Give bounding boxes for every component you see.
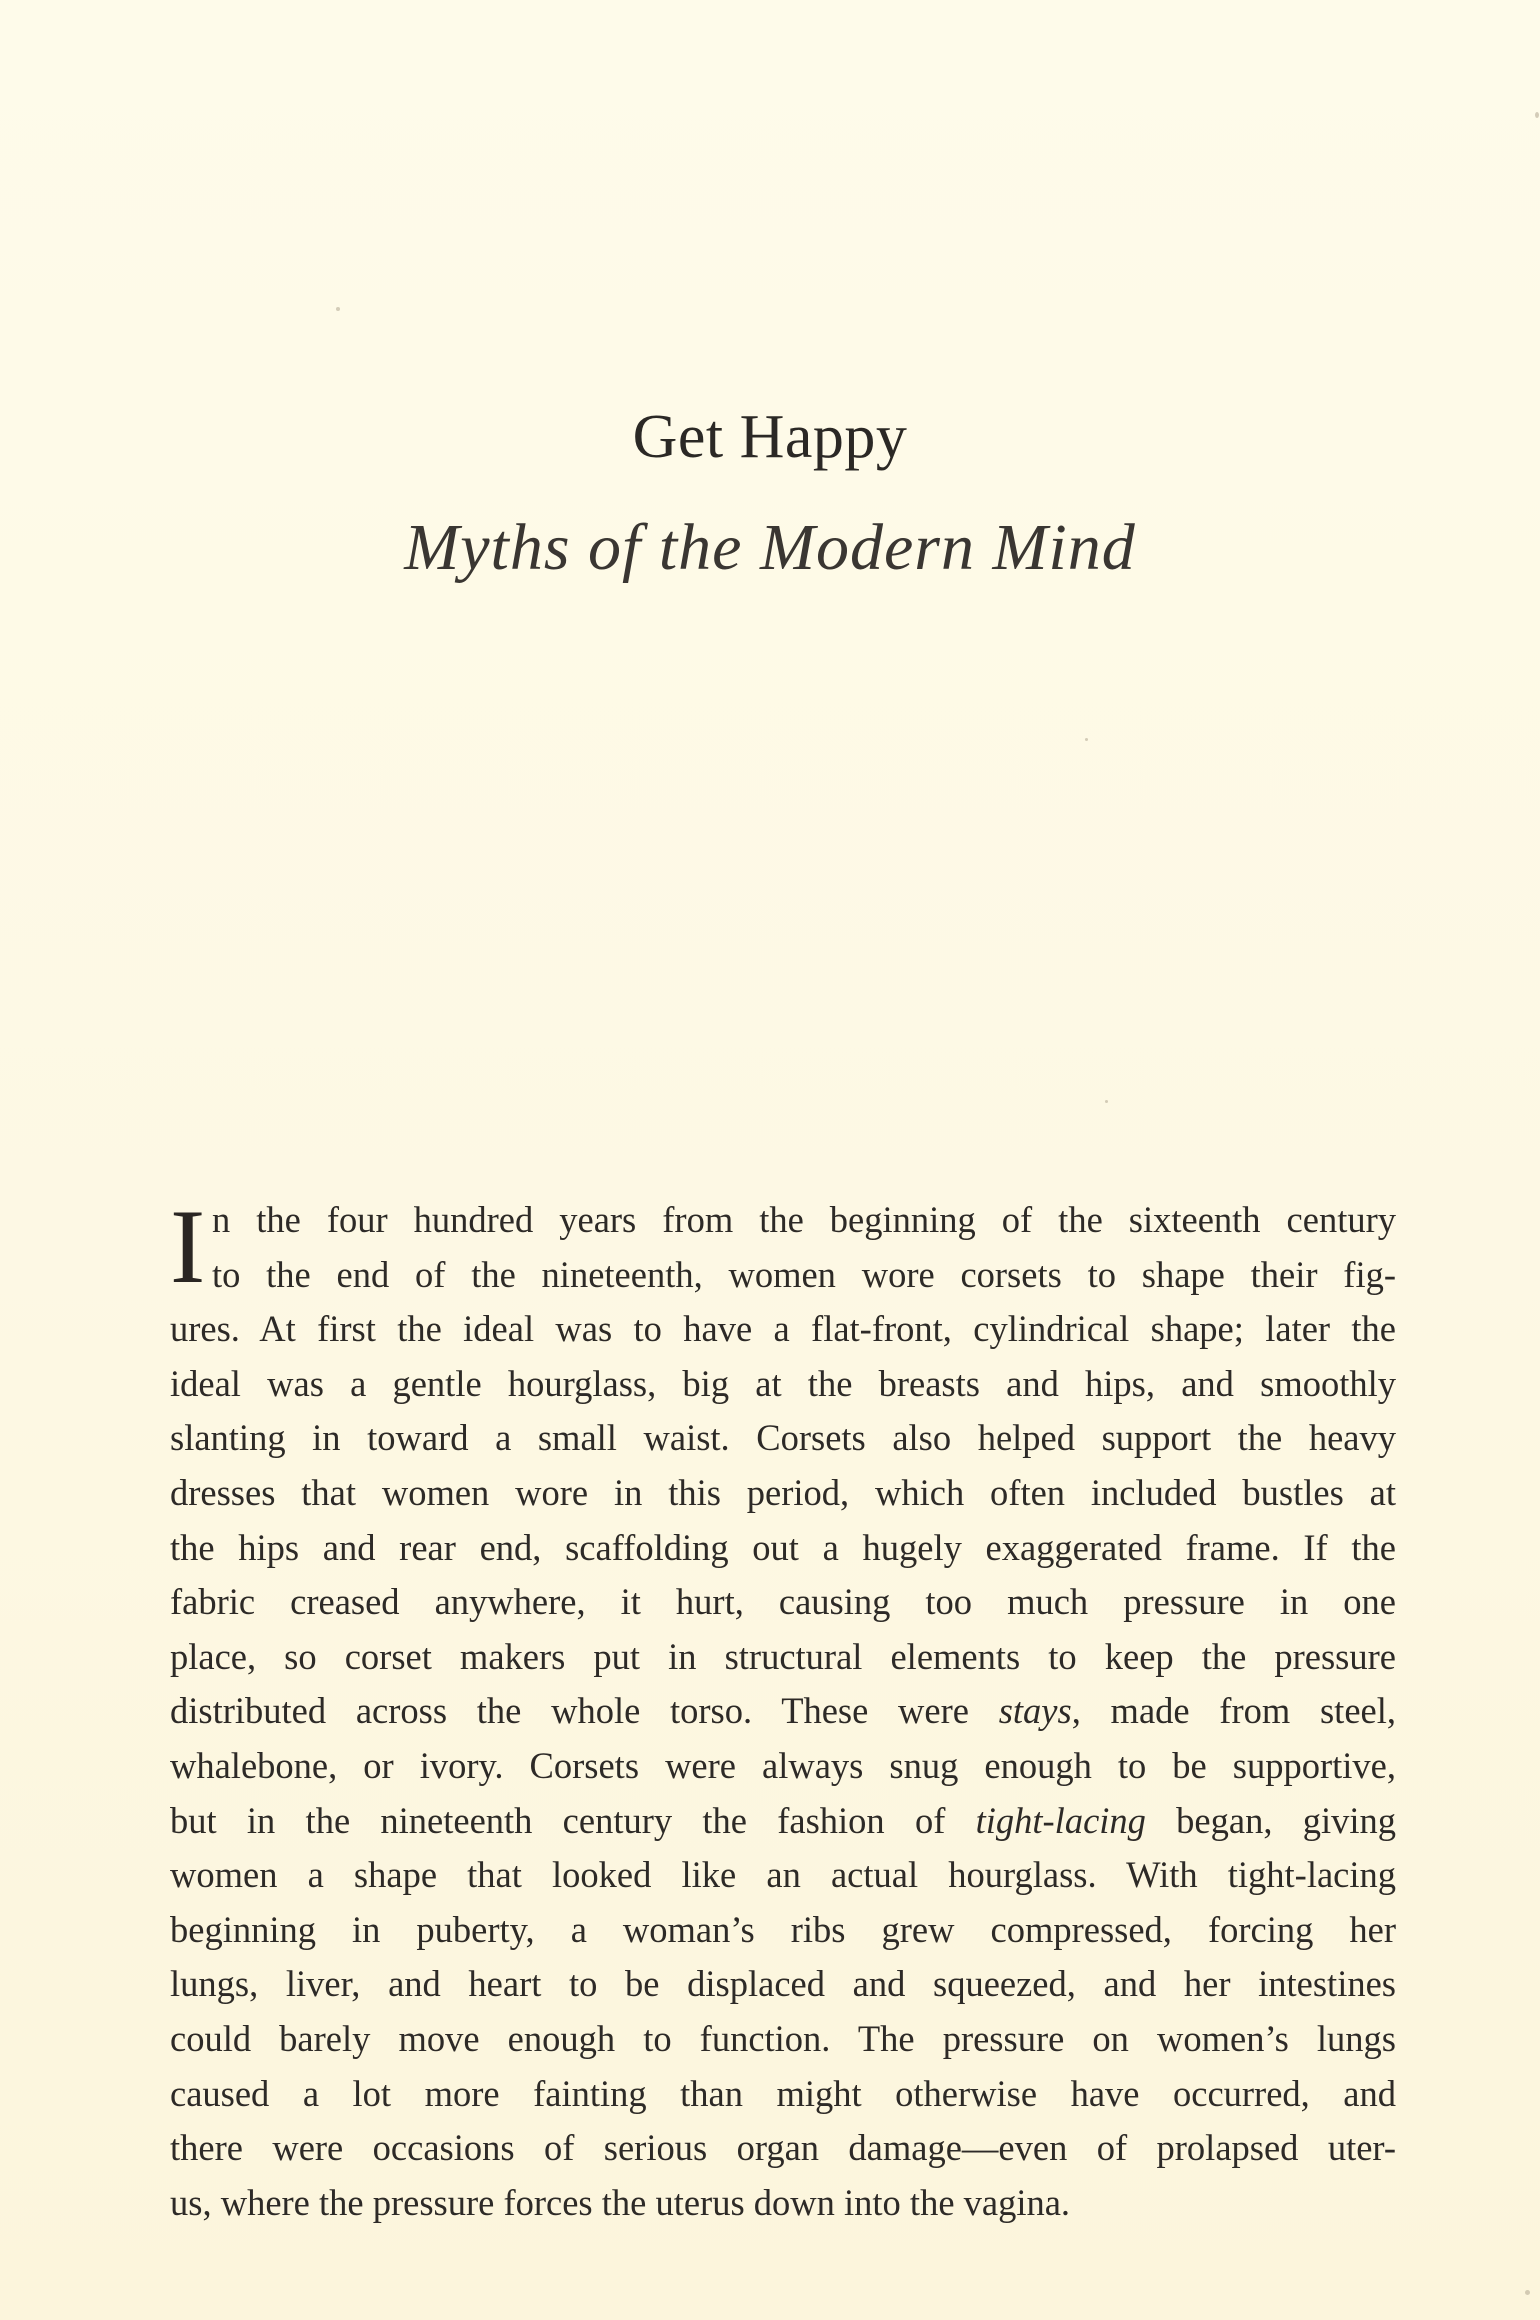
text-line: caused a lot more fainting than might otherwise have occurred, and xyxy=(170,2072,1396,2114)
text-line: distributed across the whole torso. These were stays, made from steel, xyxy=(170,1690,1396,1732)
scan-speck xyxy=(336,307,340,311)
chapter-subtitle: Myths of the Modern Mind xyxy=(404,511,1136,584)
text-line: but in the nineteenth century the fashion of tight-lacing began, giving xyxy=(170,1799,1396,1841)
text-line: n the four hundred years from the beginning of the sixteenth century xyxy=(212,1199,1396,1240)
text-line: could barely move enough to function. The pressure on women’s lungs xyxy=(170,2017,1396,2059)
scan-speck xyxy=(1525,2290,1530,2295)
text-line: fabric creased anywhere, it hurt, causing too much pressure in one xyxy=(170,1581,1396,1623)
text-line: ures. At first the ideal was to have a flat-front, cylindrical shape; later the xyxy=(170,1308,1396,1350)
drop-cap: I xyxy=(170,1188,206,1305)
scan-speck xyxy=(1085,738,1088,741)
body-paragraph xyxy=(170,1188,1396,2230)
text-line: women a shape that looked like an actual hourglass. With tight-lacing xyxy=(170,1854,1396,1896)
text-line: us, where the pressure forces the uterus down into the vagina. xyxy=(170,2181,1071,2223)
text-line: place, so corset makers put in structural elements to keep the pressure xyxy=(170,1635,1396,1677)
italic-term: tight-lacing xyxy=(975,1799,1146,1841)
text-line: there were occasions of serious organ damage—even of prolapsed uter- xyxy=(170,2127,1396,2169)
text-line: slanting in toward a small waist. Corsets also helped support the heavy xyxy=(170,1417,1396,1459)
chapter-title: Get Happy xyxy=(632,403,908,471)
text-line: lungs, liver, and heart to be displaced and squeezed, and her intestines xyxy=(170,1963,1396,2005)
text-line: ideal was a gentle hourglass, big at the breasts and hips, and smoothly xyxy=(170,1362,1396,1404)
text-line: beginning in puberty, a woman’s ribs grew compressed, forcing her xyxy=(170,1908,1396,1950)
scan-speck xyxy=(1535,112,1539,118)
text-line: dresses that women wore in this period, which often included bustles at xyxy=(170,1471,1396,1513)
text-line: the hips and rear end, scaffolding out a hugely exaggerated frame. If the xyxy=(170,1526,1396,1568)
text-line: to the end of the nineteenth, women wore corsets to shape their fig- xyxy=(212,1253,1396,1295)
text-line: whalebone, or ivory. Corsets were always snug enough to be supportive, xyxy=(170,1744,1396,1786)
scan-speck xyxy=(1105,1100,1108,1103)
italic-term: stays xyxy=(998,1690,1072,1732)
